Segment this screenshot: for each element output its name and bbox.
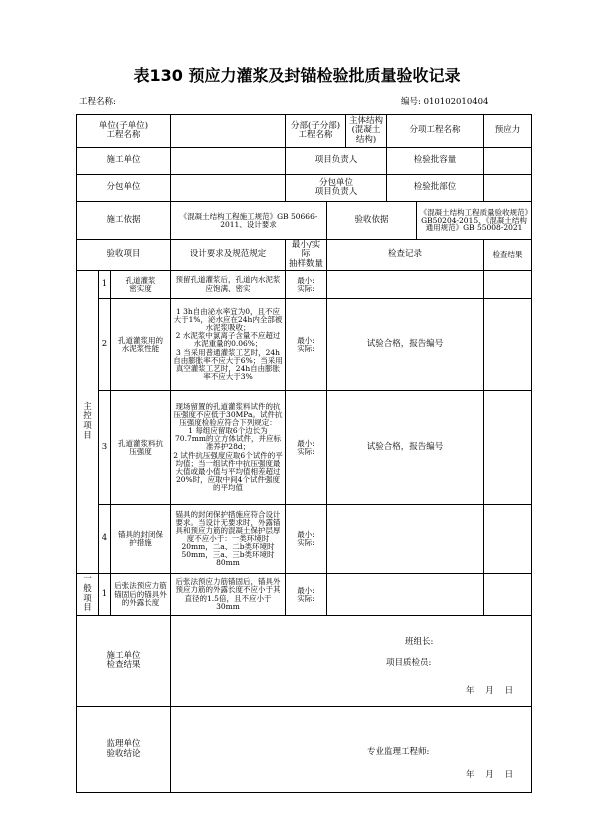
item-name: 孔道灌浆料抗 压强度 — [111, 391, 171, 505]
general-group-label: 一 般 项 目 — [77, 574, 99, 616]
subitem-name-value: 预应力 — [484, 115, 532, 148]
team-leader-label: 班组长: — [405, 637, 434, 648]
col-record: 检查记录 — [327, 240, 484, 271]
batch-capacity-value — [484, 148, 532, 175]
item-requirement: 现场留置的孔道灌浆料试件的抗压强度不应低于30MPa。试件抗压强度检验应符合下列规定： 1 每组应留取6个边长为70.7mm的立方体试件，并应标准养护28d； 2 试件抗压强度应取6个试件的平均值；当一组试件中抗压强度最大值或最小值与平均值相差超过20%时，应取中间4个试件强度的平均值 — [171, 391, 286, 505]
subunit-name-value: 主体结构(混凝土结构) — [346, 115, 387, 148]
item-requirement: 锚具的封闭保护措施应符合设计要求。当设计无要求时，外露锚具和预应力筋的混凝土保护层厚度不应小于：一类环境时20mm，二a、二b类环境时50mm，三a、三b类环境时80mm — [171, 505, 286, 574]
item-requirement: 后张法预应力筋锚固后，锚具外预应力筋的外露长度不应小于其直径的1.5倍，且不应小于30mm — [171, 574, 286, 616]
constructor-value — [171, 148, 286, 175]
supervision-check-label: 监理单位 验收结论 — [77, 707, 171, 793]
project-manager-label: 项目负责人 — [286, 148, 387, 175]
item-requirement: 预留孔道灌浆后，孔道内水泥浆应饱满、密实 — [171, 271, 286, 299]
sample-count: 最小: 实际: — [286, 299, 327, 391]
col-sample: 最小/实际 抽样数量 — [286, 240, 327, 271]
check-result — [484, 505, 532, 574]
record-code: 编号: 010102010404 — [401, 97, 489, 107]
item-name: 后张法预应力筋锚固后的锚具外的外露长度 — [111, 574, 171, 616]
check-result — [484, 271, 532, 299]
row-number: 3 — [99, 391, 111, 505]
unit-name-value — [171, 115, 286, 148]
subunit-name-label: 分部(子分部) 工程名称 — [286, 115, 346, 148]
construction-basis-value: 《混凝土结构工程施工规范》GB 50666-2011、设计要求 — [171, 202, 327, 240]
row-number: 2 — [99, 299, 111, 391]
item-requirement: 1 3h自由泌水率宜为0，且不应大于1%，泌水应在24h内全部被水泥浆吸收； 2 水泥浆中氯离子含量不应超过水泥重量的0.06%； 3 当采用普通灌浆工艺时，24h自由膨胀率不应大于6%；当采用真空灌浆工艺时，24h自由膨胀率不应大于3% — [171, 299, 286, 391]
sample-count: 最小: 实际: — [286, 574, 327, 616]
check-record: 试验合格，报告编号 — [327, 391, 484, 505]
check-record — [327, 574, 484, 616]
row-number: 1 — [99, 271, 111, 299]
batch-capacity-label: 检验批容量 — [387, 148, 484, 175]
supervising-engineer-label: 专业监理工程师: — [367, 747, 430, 758]
check-record — [327, 505, 484, 574]
page-title: 表130 预应力灌浆及封锚检验批质量验收记录 — [133, 66, 461, 85]
construction-check-label: 施工单位 检查结果 — [77, 616, 171, 707]
sample-count: 最小: 实际: — [286, 391, 327, 505]
supervision-check-area — [171, 707, 532, 793]
supervision-date: 年 月 日 — [466, 770, 514, 781]
check-record: 试验合格，报告编号 — [327, 299, 484, 391]
item-name: 孔道灌浆用的 水泥浆性能 — [111, 299, 171, 391]
check-result — [484, 391, 532, 505]
sub-project-manager-label: 分包单位 项目负责人 — [286, 175, 387, 202]
row-number: 4 — [99, 505, 111, 574]
check-result — [484, 574, 532, 616]
item-name: 锚具的封闭保 护措施 — [111, 505, 171, 574]
subcontractor-value — [171, 175, 286, 202]
project-name-label: 工程名称: — [79, 97, 116, 107]
check-result — [484, 299, 532, 391]
sample-count: 最小: 实际: — [286, 271, 327, 299]
batch-location-label: 检验批部位 — [387, 175, 484, 202]
col-item: 验收项目 — [77, 240, 171, 271]
quality-inspector-label: 项目质检员: — [386, 658, 432, 669]
construction-date: 年 月 日 — [466, 686, 514, 697]
main-control-group-label: 主 控 项 目 — [77, 271, 99, 574]
constructor-label: 施工单位 — [77, 148, 171, 175]
acceptance-basis-label: 验收依据 — [327, 202, 417, 240]
unit-name-label: 单位(子单位) 工程名称 — [77, 115, 171, 148]
item-name: 孔道灌浆 密实度 — [111, 271, 171, 299]
col-result: 检查结果 — [484, 240, 532, 271]
subitem-name-label: 分项工程名称 — [387, 115, 484, 148]
batch-location-value — [484, 175, 532, 202]
row-number: 1 — [99, 574, 111, 616]
col-requirement: 设计要求及规范规定 — [171, 240, 286, 271]
construction-check-area — [171, 616, 532, 707]
sample-count: 最小: 实际: — [286, 505, 327, 574]
construction-basis-label: 施工依据 — [77, 202, 171, 240]
check-record — [327, 271, 484, 299]
acceptance-record-table — [76, 114, 532, 793]
acceptance-basis-value: 《混凝土结构工程质量验收规范》GB50204-2015、《混凝土结构通用规范》GB 55008-2021 — [417, 202, 532, 240]
subcontractor-label: 分包单位 — [77, 175, 171, 202]
